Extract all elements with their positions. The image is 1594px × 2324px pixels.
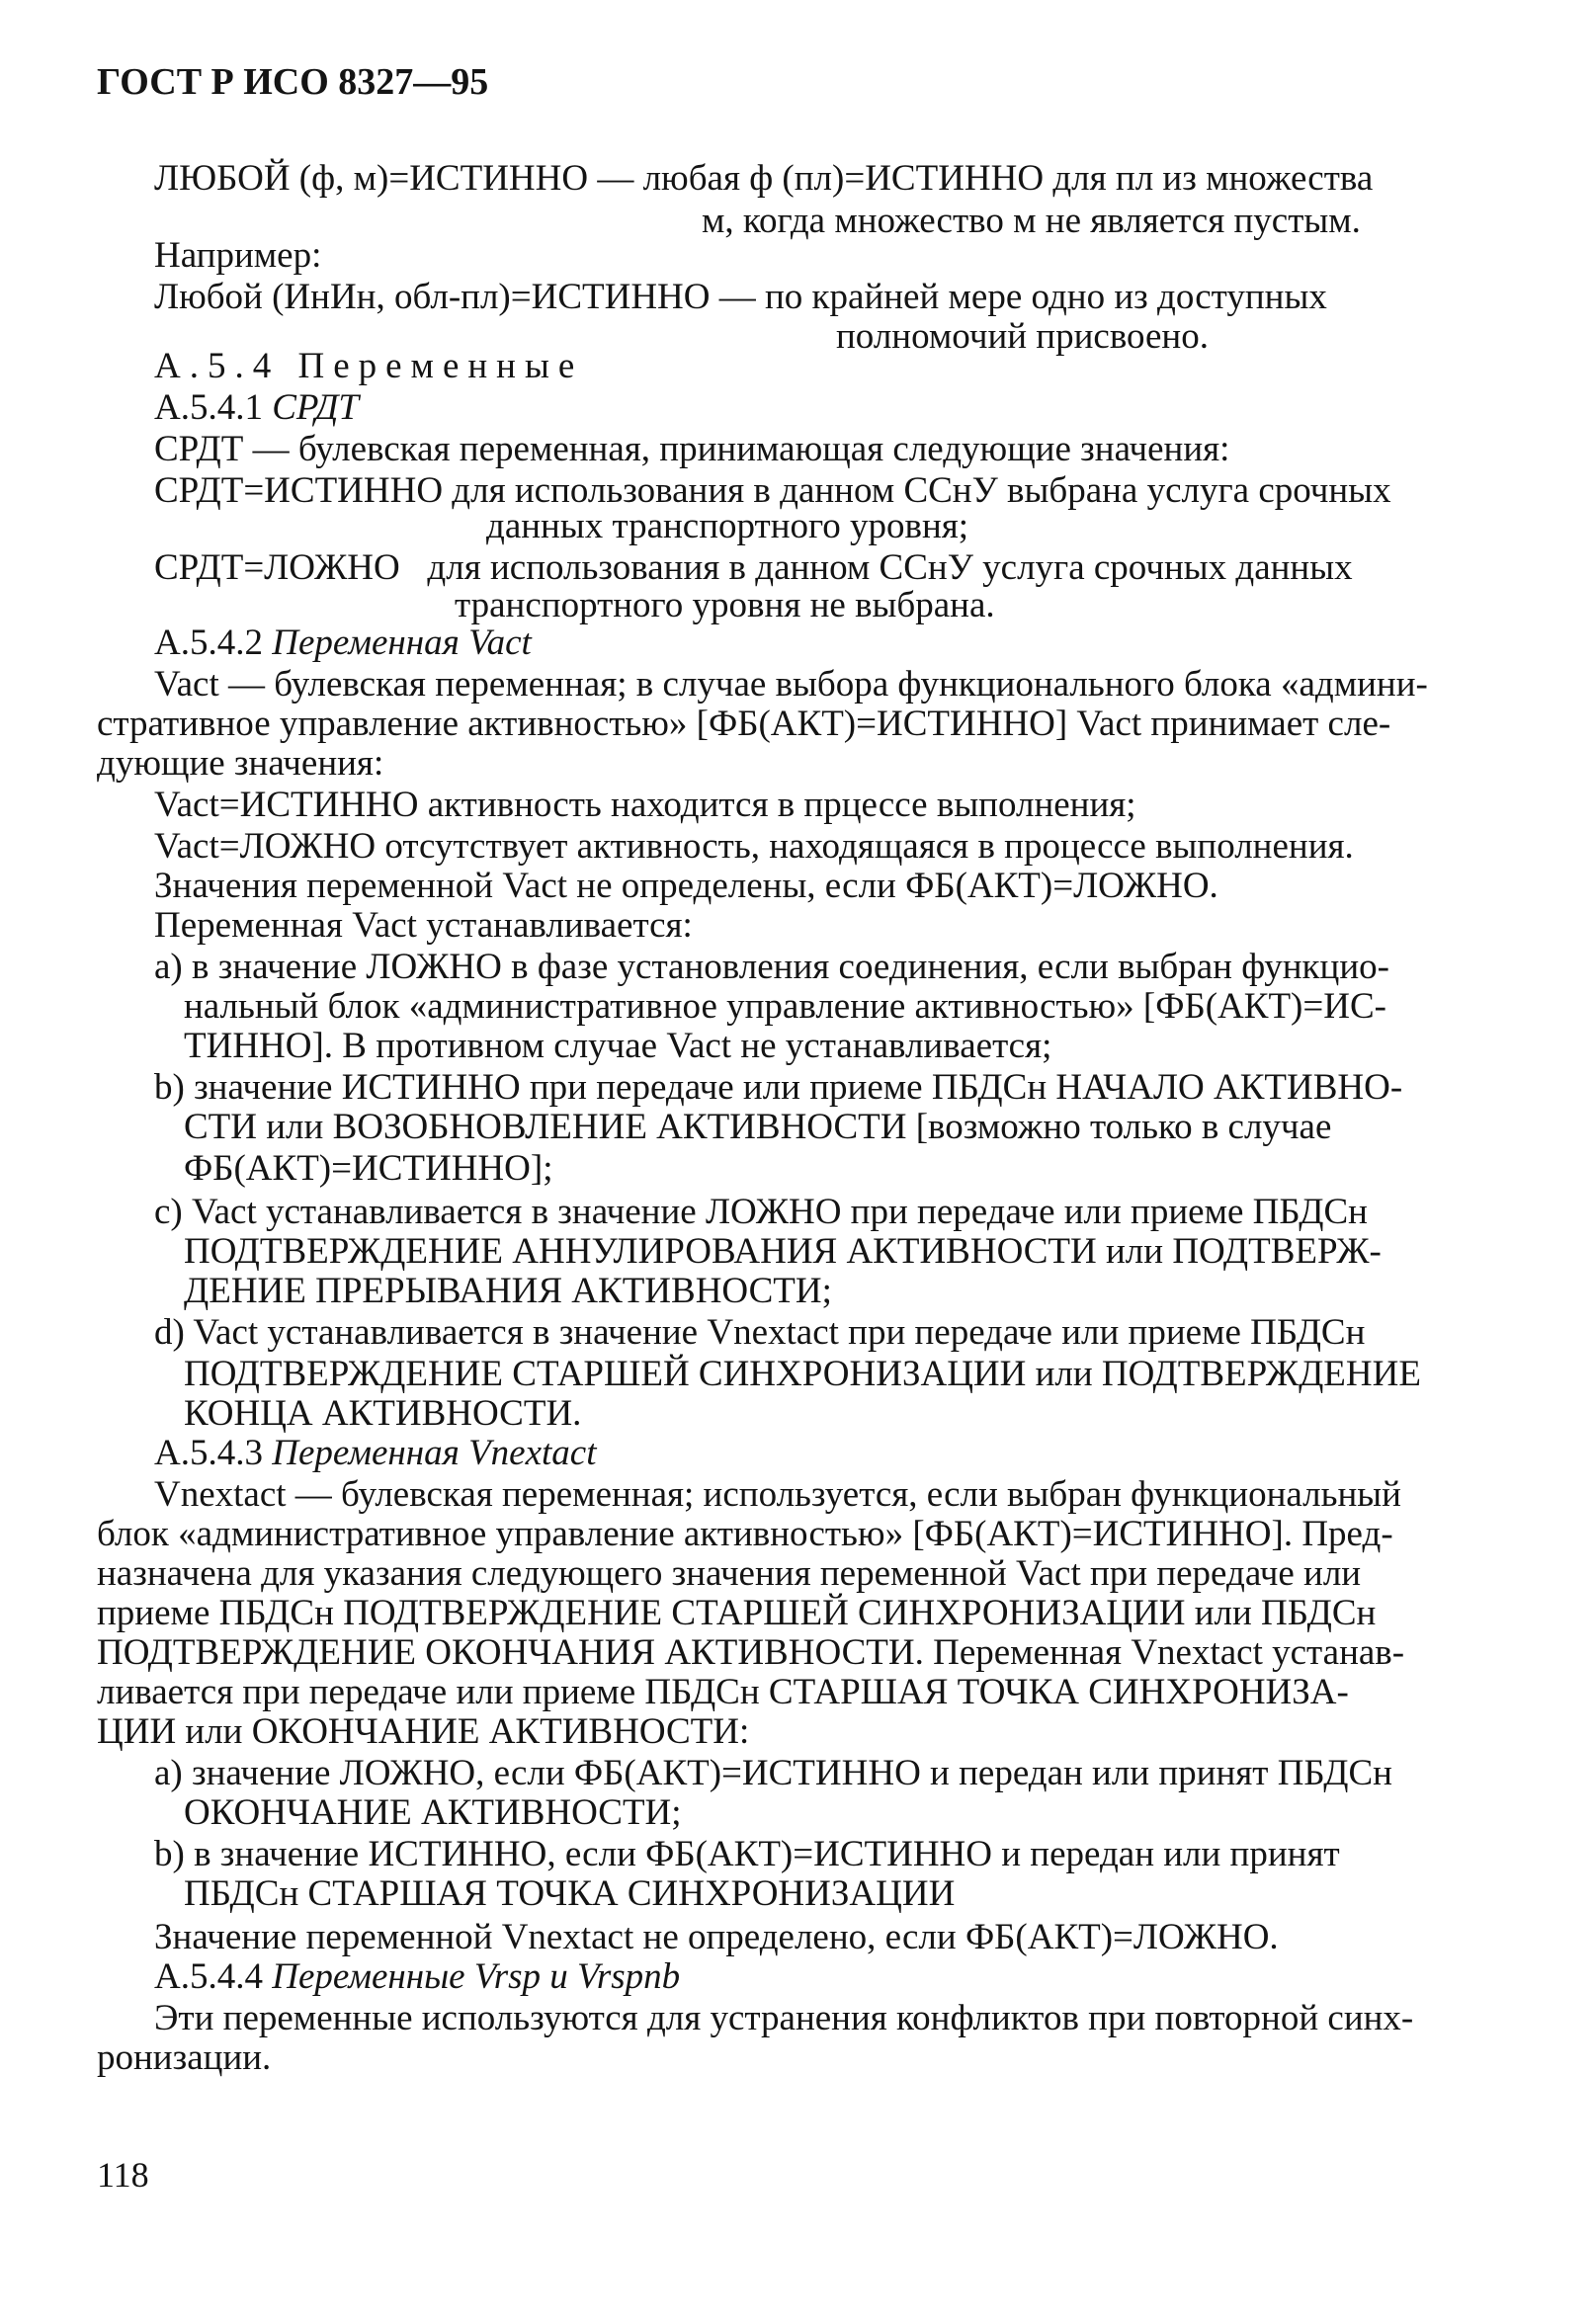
text-line: СРДТ — булевская переменная, принимающая следующие значения: xyxy=(154,429,1230,469)
text-line: назначена для указания следующего значения переменной Vact при передаче или xyxy=(97,1553,1362,1594)
text-line: Vact — булевская переменная; в случае выбора функционального блока «админи- xyxy=(154,664,1428,705)
list-item-continuation: ОКОНЧАНИЕ АКТИВНОСТИ; xyxy=(184,1792,682,1833)
list-item: b) значение ИСТИННО при передаче или приеме ПБДСн НАЧАЛО АКТИВНО- xyxy=(154,1067,1403,1108)
text-line: транспортного уровня не выбрана. xyxy=(455,585,995,625)
text-line: СРДТ=ИСТИННО для использования в данном ССнУ выбрана услуга срочных xyxy=(154,470,1391,511)
text-line: блок «административное управление активностью» [ФБ(АКТ)=ИСТИННО]. Пред- xyxy=(97,1514,1393,1554)
text-line: стративное управление активностью» [ФБ(АКТ)=ИСТИННО] Vact принимает сле- xyxy=(97,704,1391,744)
text-line: приеме ПБДСн ПОДТВЕРЖДЕНИЕ СТАРШЕЙ СИНХРОНИЗАЦИИ или ПБДСн xyxy=(97,1593,1377,1633)
text-line: м, когда множество м не является пустым. xyxy=(702,201,1361,241)
list-item: а) значение ЛОЖНО, если ФБ(АКТ)=ИСТИННО и передан или принят ПБДСн xyxy=(154,1753,1392,1793)
text-line: ЛЮБОЙ (ф, м)=ИСТИННО — любая ф (пл)=ИСТИННО для пл из множества xyxy=(154,158,1374,199)
page-number: 118 xyxy=(97,2155,149,2195)
list-item-continuation: ПБДСн СТАРШАЯ ТОЧКА СИНХРОНИЗАЦИИ xyxy=(184,1873,956,1914)
list-item-continuation: КОНЦА АКТИВНОСТИ. xyxy=(184,1393,582,1434)
subsection-heading: А.5.4.3 Переменная Vnextact xyxy=(154,1433,597,1473)
subsection-heading: А.5.4.4 Переменные Vrsp и Vrspnb xyxy=(154,1956,681,1997)
text-line: данных транспортного уровня; xyxy=(486,506,969,546)
list-item: с) Vact устанавливается в значение ЛОЖНО при передаче или приеме ПБДСн xyxy=(154,1192,1368,1232)
text-line: ЦИИ или ОКОНЧАНИЕ АКТИВНОСТИ: xyxy=(97,1711,750,1752)
list-item-continuation: ПОДТВЕРЖДЕНИЕ АННУЛИРОВАНИЯ АКТИВНОСТИ или ПОДТВЕРЖ- xyxy=(184,1231,1382,1272)
text-line: ливается при передаче или приеме ПБДСн СТАРШАЯ ТОЧКА СИНХРОНИЗА- xyxy=(97,1672,1349,1712)
text-line: Значение переменной Vnextact не определено, если ФБ(АКТ)=ЛОЖНО. xyxy=(154,1917,1279,1957)
list-item-continuation: ФБ(АКТ)=ИСТИННО]; xyxy=(184,1148,553,1189)
text-line: Эти переменные используются для устранения конфликтов при повторной синх- xyxy=(154,1998,1414,2038)
list-item: b) в значение ИСТИННО, если ФБ(АКТ)=ИСТИННО и передан или принят xyxy=(154,1834,1340,1874)
list-item: а) в значение ЛОЖНО в фазе установления соединения, если выбран функцио- xyxy=(154,947,1389,987)
subsection-heading: А.5.4.2 Переменная Vact xyxy=(154,622,532,663)
text-line: Значения переменной Vact не определены, если ФБ(АКТ)=ЛОЖНО. xyxy=(154,866,1218,906)
list-item-continuation: ПОДТВЕРЖДЕНИЕ СТАРШЕЙ СИНХРОНИЗАЦИИ или ПОДТВЕРЖДЕНИЕ xyxy=(184,1354,1421,1394)
text-line: Любой (ИнИн, обл-пл)=ИСТИННО — по крайней мере одно из доступных xyxy=(154,277,1327,317)
text-line: Например: xyxy=(154,235,322,276)
text-line: СРДТ=ЛОЖНО для использования в данном ССнУ услуга срочных данных xyxy=(154,547,1353,588)
text-line: ронизации. xyxy=(97,2037,272,2078)
text-line: полномочий присвоено. xyxy=(836,316,1209,357)
list-item-continuation: нальный блок «административное управление активностью» [ФБ(АКТ)=ИС- xyxy=(184,986,1386,1027)
text-line: Vact=ИСТИННО активность находится в прцессе выполнения; xyxy=(154,785,1136,825)
list-item-continuation: ДЕНИЕ ПРЕРЫВАНИЯ АКТИВНОСТИ; xyxy=(184,1271,832,1311)
list-item-continuation: ТИННО]. В противном случае Vact не устанавливается; xyxy=(184,1026,1052,1066)
subsection-heading: А.5.4.1 СРДТ xyxy=(154,387,359,428)
list-item: d) Vact устанавливается в значение Vnextact при передаче или приеме ПБДСн xyxy=(154,1312,1366,1353)
text-line: Vnextact — булевская переменная; используется, если выбран функциональный xyxy=(154,1474,1401,1515)
text-line: ПОДТВЕРЖДЕНИЕ ОКОНЧАНИЯ АКТИВНОСТИ. Переменная Vnextact устанав- xyxy=(97,1632,1405,1673)
text-line: дующие значения: xyxy=(97,743,384,784)
text-line: Vact=ЛОЖНО отсутствует активность, находящаяся в процессе выполнения. xyxy=(154,826,1354,867)
text-line: Переменная Vact устанавливается: xyxy=(154,905,693,946)
page-header: ГОСТ Р ИСО 8327—95 xyxy=(97,61,489,103)
section-heading: А.5.4 Переменные xyxy=(154,346,584,386)
list-item-continuation: СТИ или ВОЗОБНОВЛЕНИЕ АКТИВНОСТИ [возможно только в случае xyxy=(184,1107,1332,1147)
